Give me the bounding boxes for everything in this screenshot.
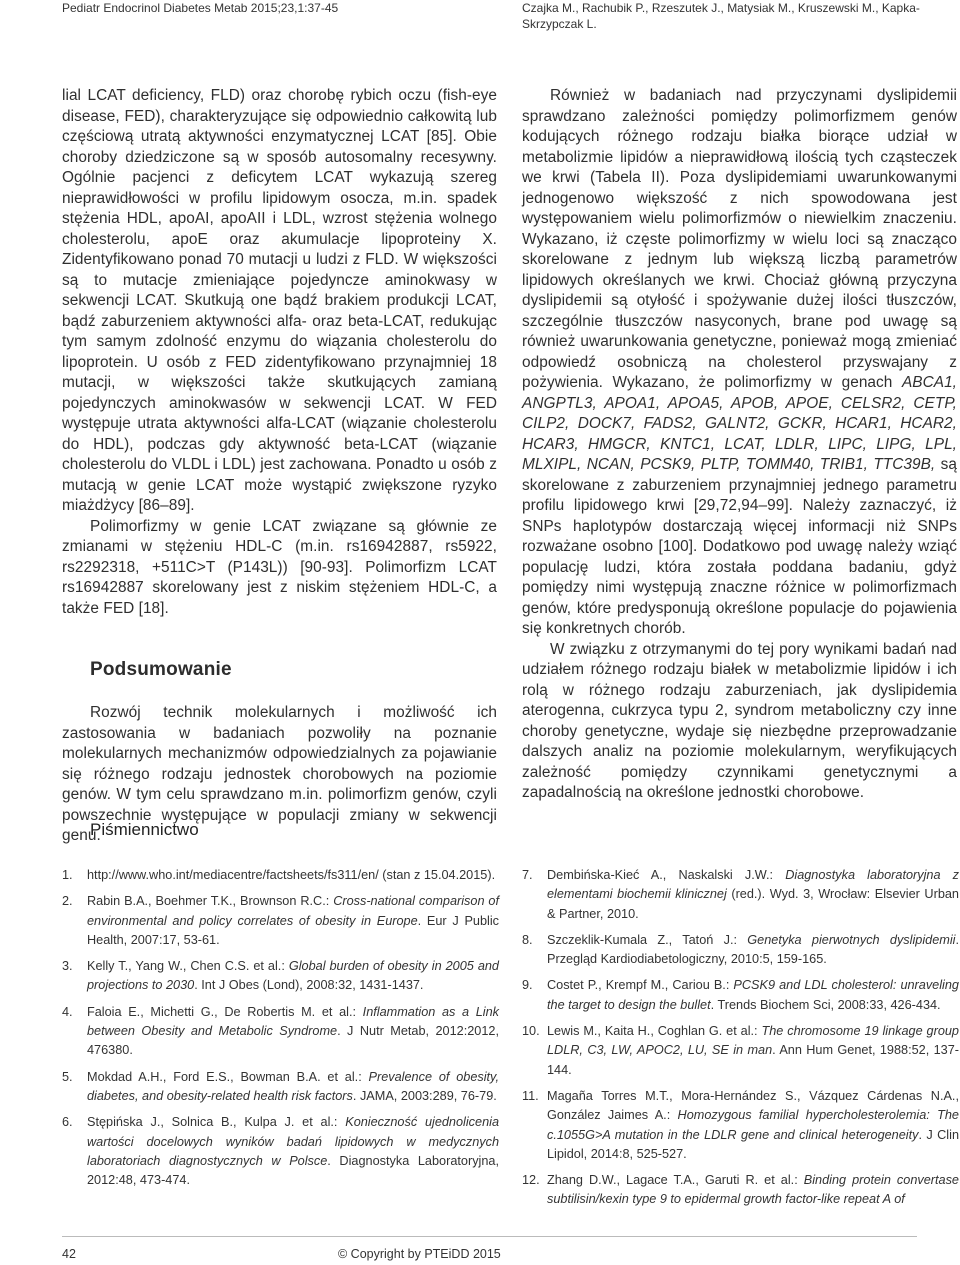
reference-text — [547, 1171, 959, 1210]
reference-number: 9. — [522, 978, 533, 993]
journal-header: Pediatr Endocrinol Diabetes Metab 2015;23,1:37-45 — [62, 1, 339, 15]
reference-text — [87, 892, 499, 950]
left-paragraph-1: lial LCAT deficiency, FLD) oraz chorobę rybich oczu (fish-eye disease, FED), charakteryzujące się odpowiednio całkowitą lub częściową utratą aktywności enzymatycznej LCAT [85]. Obie choroby dziedziczone są w sposób autosomalny recesywny. Ogólnie pacjenci z deficytem LCAT wykazują szereg nieprawidłowości w profilu lipidowym osocza, m.in. spadek stężenia HDL, apoAI, apoAII i LDL, wzrost stężenia wolnego cholesterolu, apoE oraz akumulacje lipoproteiny X. Zidentyfikowano ponad 70 mutacji u ludzi z FLD. W większości są to mutacje zmieniające pojedyncze aminokwasy w sekwencji LCAT. Skutkują one bądź brakiem produkcji LCAT, bądź zaburzeniem aktywności alfa- oraz beta-LCAT, redukując tym samym zdolność enzymu do wiązania cholesterolu do lipoprotein. U osób z FED zidentyfikowano przynajmniej 18 mutacji, w większości także skutkujących zamianą pojedynczych aminokwasów w sekwencji LCAT. W FED występuje utrata aktywności alfa-LCAT (wiązanie cholesterolu do HDL), podczas gdy aktywność beta-LCAT (wiązanie cholesterolu do VLDL i LDL) jest zachowana. Ponadto u osób z mutacją w genie LCAT może wystąpić zwiększone ryzyko miażdżycy [86–89]. — [62, 87, 497, 514]
copyright: © Copyright by PTEiDD 2015 — [338, 1247, 501, 1261]
reference-authors: http://www.who.int/mediacentre/factsheets/fs311/en/ (stan z 15.04.2015). — [87, 868, 496, 882]
reference-text — [547, 866, 959, 924]
reference-source: . Przegląd Kardiodiabetologiczny, 2010:5, 159-165. — [547, 932, 959, 967]
reference-number: 2. — [62, 894, 73, 909]
reference-title: PCSK9 and LDL cholesterol: unraveling the target to design the bullet — [547, 978, 959, 1012]
references-title: Piśmiennictwo — [90, 820, 199, 839]
reference-item — [62, 1113, 499, 1190]
reference-source: . Int J Obes (Lond), 2008:32, 1431-1437. — [194, 978, 424, 993]
reference-number: 3. — [62, 959, 73, 974]
reference-source: . JAMA, 2003:289, 76-79. — [352, 1088, 497, 1103]
reference-item — [522, 1087, 959, 1164]
reference-authors: Mokdad A.H., Ford E.S., Bowman B.A. et al.: — [87, 1069, 369, 1084]
reference-title: Homozygous familial hypercholesterolemia: The c.1055G>A mutation in the LDLR gene and clinical heterogeneity — [547, 1108, 959, 1142]
right-paragraph-1-start: Również w badaniach nad przyczynami dyslipidemii sprawdzano zależności pomiędzy polimorfizmem genów kodujących różnego rodzaju białka biorące udział w metabolizmie lipidów a nieprawidłową ilością tych cząsteczek we krwi (Tabela II). Poza dyslipidemiami uwarunkowanymi jednogenowo większość z nich spowodowana jest występowaniem wielu polimorfizmów o niewielkim znaczeniu. Wykazano, iż częste polimorfizmy w wielu loci są znacząco skorelowane z jednym lub większą liczbą parametrów lipidowych określanych we krwi. Chociaż główną przyczyna dyslipidemii są otyłość i spożywanie dużej ilości tłuszczów, szczególnie tłuszczów nasyconych, brane pod uwagę są również uwarunkowania genetyczne, ponieważ mogą zmieniać odpowiedź osobniczą na cholesterol przyswajany z pożywienia. Wykazano, że polimorfizmy w genach — [522, 87, 957, 391]
reference-number: 5. — [62, 1069, 73, 1084]
right-paragraph-2: W związku z otrzymanymi do tej pory wynikami badań nad udziałem różnego rodzaju białek w metabolizmie lipidów i ich rolą w różnego rodzaju zaburzeniach, jak dyslipidemia aterogenna, cukrzyca typu 2, syndrom metaboliczny czy inne choroby genetyczne, wydaje się niezbędne przeprowadzanie dalszych analiz na poziomie molekularnym, weryfikujących zależność pomiędzy czynnikami genetycznymi a zapadalnością na określone jednostki chorobowe. — [522, 640, 957, 801]
reference-number: 12. — [522, 1173, 540, 1188]
page-number: 42 — [62, 1247, 76, 1261]
reference-authors: Faloia E., Michetti G., De Robertis M. et al.: — [87, 1004, 363, 1019]
reference-title: Global burden of obesity in 2005 and projections to 2030 — [87, 959, 499, 993]
reference-item — [522, 866, 959, 924]
reference-source: (red.). Wyd. 3, Wrocław: Elsevier Urban & Partner, 2010. — [547, 887, 959, 921]
reference-text — [547, 976, 959, 1015]
reference-authors: Stępińska J., Solnica B., Kulpa J. et al.: — [87, 1115, 346, 1130]
reference-title: Inflammation as a Link between Obesity and Metabolic Syndrome — [87, 1004, 499, 1039]
reference-authors: Magaña Torres M.T., Mora-Hernández S., Vázquez Cárdenas N.A., González Jaimes A.: — [547, 1088, 959, 1123]
reference-title: Binding protein convertase subtilisin/kexin type 9 to epidermal growth factor-like repeat A of — [547, 1173, 959, 1207]
reference-source: . Ann Hum Genet, 1988:52, 137-144. — [547, 1043, 959, 1077]
reference-text — [87, 866, 499, 885]
reference-source: . Trends Biochem Sci, 2008:33, 426-434. — [710, 997, 941, 1012]
reference-source: . J Nutr Metab, 2012:2012, 476380. — [87, 1024, 499, 1058]
section-title: Podsumowanie — [90, 659, 232, 680]
reference-item — [62, 866, 499, 885]
reference-text — [87, 1068, 499, 1107]
reference-authors: Szczeklik-Kumala Z., Tatoń J.: — [547, 932, 748, 947]
reference-source: . Diagnostyka Laboratoryjna, 2012:48, 473-474. — [87, 1153, 499, 1188]
reference-authors: Dembińska-Kieć A., Naskalski J.W.: — [547, 868, 786, 882]
right-paragraph-1-end: są skorelowane z zaburzeniem przynajmniej jednego parametru profilu lipidowego krwi [29,72,94–99]. Należy zaznaczyć, iż SNPs haplotypów dostarczają więcej informacji niż SNPs rozważane osobno [100]. Dodatkowo pod uwagę należy wziąć populację ludzi, która została poddana badaniu, gdyż pomiędzy nimi występują znaczne różnice w polimorfizmach genów, które predysponują określone populacje do pojawienia się konkretnych chorób. — [522, 456, 957, 637]
reference-item — [522, 931, 959, 970]
reference-number: 7. — [522, 868, 533, 882]
reference-title: Konieczność ujednolicenia wartości docelowych wyników badań lipidowych w medycznych laboratoriach diagnostycznych w Polsce — [87, 1115, 500, 1168]
reference-authors: Costet P., Krempf M., Cariou B.: — [547, 978, 734, 993]
reference-number: 11. — [522, 1088, 539, 1103]
reference-number: 6. — [62, 1115, 73, 1130]
reference-text — [87, 957, 499, 996]
reference-text — [87, 1113, 499, 1190]
footer-divider — [62, 1236, 917, 1237]
reference-number: 8. — [522, 932, 533, 947]
right-paragraph-1 — [522, 86, 957, 640]
reference-source: . J Clin Lipidol, 2014:8, 525-527. — [547, 1127, 959, 1161]
reference-item — [522, 976, 959, 1015]
reference-text — [547, 1087, 959, 1164]
reference-source: . Eur J Public Health, 2007:17, 53-61. — [87, 913, 499, 947]
reference-authors: Zhang D.W., Lagace T.A., Garuti R. et al.: — [547, 1173, 804, 1188]
reference-number: 10. — [522, 1024, 540, 1039]
reference-number: 4. — [62, 1004, 73, 1019]
reference-text — [87, 1003, 499, 1061]
reference-item — [522, 1171, 959, 1210]
reference-text — [547, 1022, 959, 1080]
reference-title: Diagnostyka laboratoryjna z elementami biochemii klinicznej — [547, 868, 960, 902]
authors-header: Czajka M., Rachubik P., Rzeszutek J., Matysiak M., Kruszewski M., Kapka-Skrzypczak L. — [522, 1, 920, 31]
left-paragraph-3: Rozwój technik molekularnych i możliwość ich zastosowania w badaniach pozwoliły na poznanie molekularnych mechanizmów odpowiedzialnych za pojawianie się różnego rodzaju jednostek chorobowych na poziomie genów. W tym celu sprawdzano m.in. polimorfizm genów, czyli powszechnie występujące w populacji zmiany w sekwencji genu. — [62, 704, 497, 844]
gene-list: ABCA1, ANGPTL3, APOA1, APOA5, APOB, APOE, CELSR2, CETP, CILP2, DOCK7, FADS2, GALNT2, GCKR, HCAR1, HCAR2, HCAR3, HMGCR, KNTC1, LCAT, LDLR, LIPC, LIPG, LPL, MLXIPL, NCAN, PCSK9, PLTP, TOMM40, TRIB1, TTC39B, — [522, 374, 957, 473]
reference-authors: Rabin B.A., Boehmer T.K., Brownson R.C.: — [87, 894, 334, 909]
references-left — [62, 866, 499, 1197]
reference-item — [62, 1003, 499, 1061]
references-right — [522, 866, 959, 1217]
reference-text — [547, 931, 959, 970]
reference-title: Genetyka pierwotnych dyslipidemii — [747, 932, 956, 947]
left-paragraph-2: Polimorfizmy w genie LCAT związane są głównie ze zmianami w stężeniu HDL-C (m.in. rs16942887, rs5922, rs2292318, +511C>T (P143L)) [90-93]. Polimorfizm LCAT rs16942887 skorelowany jest z niskim stężeniem HDL-C, a także FED [18]. — [62, 517, 497, 617]
reference-authors: Lewis M., Kaita H., Coghlan G. et al.: — [547, 1024, 762, 1039]
reference-title: The chromosome 19 linkage group LDLR, C3, LW, APOC2, LU, SE in man — [547, 1024, 959, 1058]
reference-authors: Kelly T., Yang W., Chen C.S. et al.: — [87, 959, 289, 974]
reference-number: 1. — [62, 868, 73, 882]
reference-title: Cross-national comparison of environmental and policy correlates of obesity in Europe — [87, 894, 500, 928]
right-column — [522, 86, 957, 804]
reference-item — [522, 1022, 959, 1080]
reference-item — [62, 1068, 499, 1107]
reference-item — [62, 892, 499, 950]
left-column — [62, 86, 497, 847]
reference-title: Prevalence of obesity, diabetes, and obesity-related health risk factors — [87, 1069, 499, 1103]
reference-item — [62, 957, 499, 996]
